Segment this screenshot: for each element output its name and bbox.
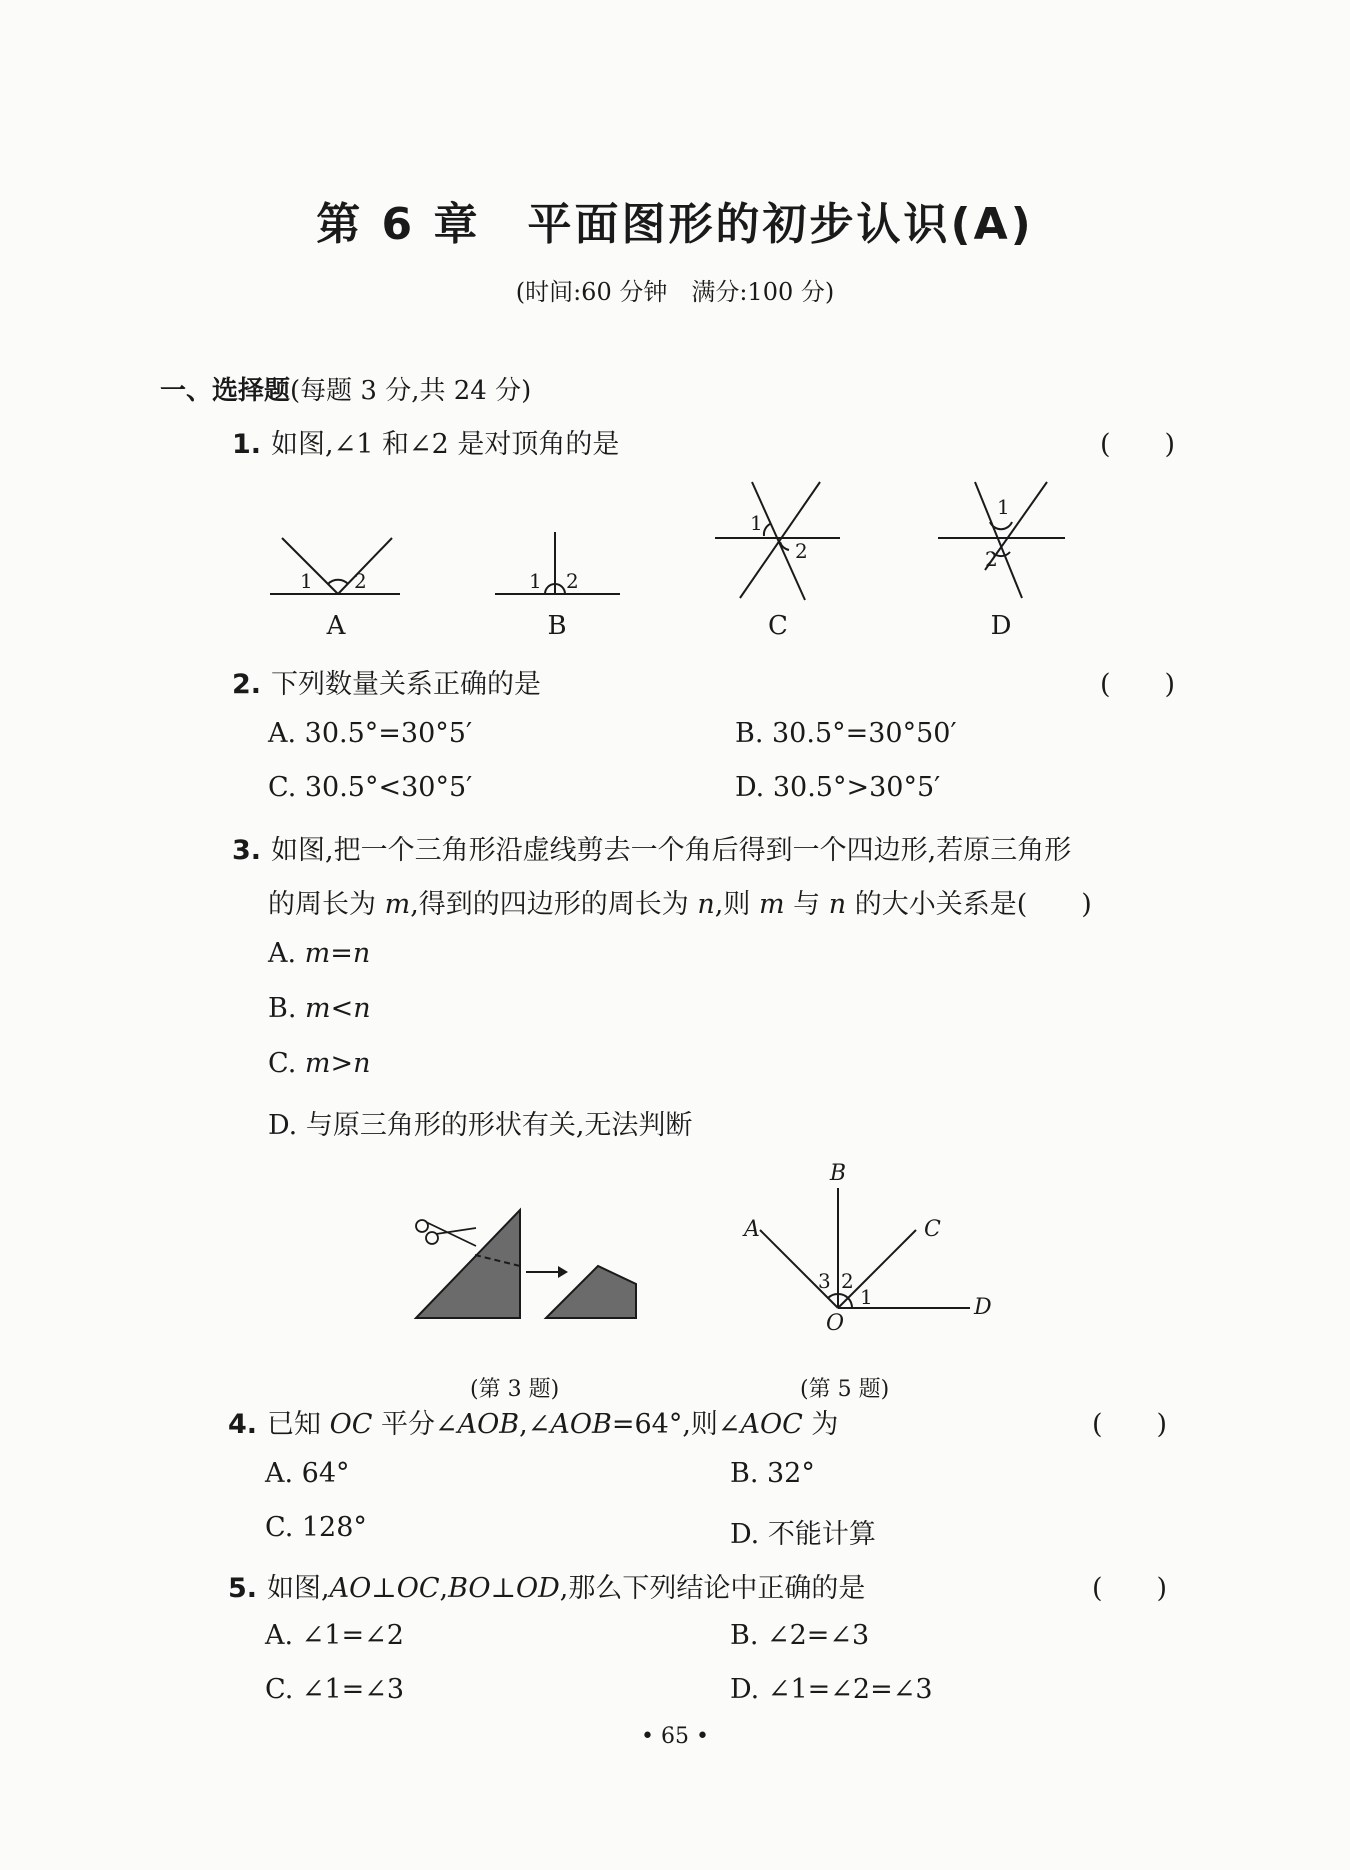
- answer-bracket: ( ): [1092, 1573, 1168, 1604]
- text-segment: ,得到的四边形的周长为: [410, 889, 698, 920]
- q5-option-a: A. ∠1=∠2: [265, 1620, 404, 1651]
- angle-3-arc: [828, 1294, 838, 1298]
- question-number: 5.: [228, 1573, 258, 1604]
- text-segment: 如图,: [267, 1573, 330, 1604]
- fig-d-angle-1: 1: [997, 495, 1010, 519]
- question-2: [232, 662, 541, 701]
- fig-a-angle-arc: [328, 580, 348, 584]
- q2-option-c: C. 30.5°<30°5′: [268, 772, 473, 803]
- figure-q3-caption: (第 3 题): [470, 1377, 560, 1402]
- fig-d-letter: D: [990, 611, 1012, 641]
- question-3-line-2: [268, 882, 1092, 921]
- question-number: 4.: [228, 1409, 258, 1440]
- section-note: (每题 3 分,共 24 分): [290, 376, 532, 406]
- q5-option-d: D. ∠1=∠2=∠3: [730, 1674, 933, 1705]
- fig-d-angle-2: 2: [985, 547, 998, 571]
- text-segment: 为: [802, 1409, 839, 1440]
- q5-option-c: C. ∠1=∠3: [265, 1674, 405, 1705]
- text-segment: =64°,则∠: [611, 1409, 741, 1440]
- question-3: [232, 828, 1071, 867]
- var-m: m: [304, 1048, 331, 1079]
- fig-b-letter: B: [547, 611, 567, 641]
- fig-a-angle-2: 2: [354, 569, 367, 593]
- perp-symbol: ⊥: [371, 1573, 397, 1604]
- angle-3-label: 3: [818, 1269, 831, 1293]
- figure-q5-caption: (第 5 题): [800, 1377, 890, 1402]
- operator: >: [330, 1048, 354, 1079]
- answer-bracket: ( ): [1100, 429, 1176, 460]
- question-number: 2.: [232, 669, 262, 700]
- question-number: 3.: [232, 835, 262, 866]
- fig-a-letter: A: [326, 611, 346, 641]
- answer-bracket: ( ): [1016, 889, 1092, 920]
- var-aoc: AOC: [740, 1409, 803, 1440]
- var-oc: OC: [396, 1573, 440, 1604]
- text-segment: ,那么下列结论中正确的是: [559, 1573, 866, 1604]
- q4-option-c: C. 128°: [265, 1512, 367, 1543]
- point-a-label: A: [744, 1217, 760, 1242]
- q4-option-d: D. 不能计算: [730, 1519, 876, 1550]
- q1-figures: [250, 470, 1110, 650]
- q3-option-d: D. 与原三角形的形状有关,无法判断: [268, 1110, 693, 1141]
- question-number: 1.: [232, 429, 262, 460]
- q4-option-a: A. 64°: [265, 1458, 350, 1489]
- q2-option-d: D. 30.5°>30°5′: [735, 772, 941, 803]
- fig-c-arc-1: [764, 524, 770, 536]
- var-bo: BO: [448, 1573, 491, 1604]
- page-subtitle: (时间:60 分钟 满分:100 分): [515, 278, 835, 306]
- var-m: m: [384, 889, 411, 920]
- answer-bracket: ( ): [1092, 1409, 1168, 1440]
- fig-b-angle-1: 1: [529, 569, 542, 593]
- q2-option-b: B. 30.5°=30°50′: [735, 718, 957, 749]
- fig-b-angle-2: 2: [566, 569, 579, 593]
- fig-c-angle-2: 2: [795, 539, 808, 563]
- var-aob: AOB: [457, 1409, 520, 1440]
- q3-option-b: [268, 993, 371, 1024]
- text-segment: 已知: [267, 1409, 330, 1440]
- answer-bracket: ( ): [1100, 669, 1176, 700]
- option-label: A.: [268, 938, 305, 969]
- text-segment: 与: [784, 889, 829, 920]
- angle-2-label: 2: [841, 1269, 854, 1293]
- question-1: [232, 422, 619, 461]
- text-segment: ,则: [714, 889, 759, 920]
- fig-a-angle-1: 1: [300, 569, 313, 593]
- var-n: n: [353, 1048, 371, 1079]
- text-segment: 的大小关系是: [846, 889, 1017, 920]
- fig-c-line-2: [740, 482, 820, 598]
- fig-c-angle-1: 1: [750, 511, 763, 535]
- q3-option-c: [268, 1048, 371, 1079]
- text-segment: ,: [439, 1573, 449, 1604]
- original-triangle: [416, 1210, 520, 1318]
- text-segment: ,∠: [519, 1409, 551, 1440]
- q4-option-b: B. 32°: [730, 1458, 815, 1489]
- question-5: [228, 1566, 865, 1605]
- perp-symbol: ⊥: [490, 1573, 516, 1604]
- var-n: n: [697, 889, 715, 920]
- var-m: m: [305, 993, 331, 1024]
- option-label: C.: [268, 1048, 305, 1079]
- q5-option-b: B. ∠2=∠3: [730, 1620, 870, 1651]
- text-segment: 的周长为: [268, 889, 385, 920]
- angle-2-arc: [838, 1294, 848, 1298]
- point-b-label: B: [829, 1161, 847, 1186]
- operator: =: [330, 938, 353, 969]
- page-number: • 65 •: [641, 1724, 709, 1749]
- var-n: n: [353, 993, 371, 1024]
- question-text: 如图,∠1 和∠2 是对顶角的是: [271, 429, 620, 460]
- angle-1-arc: [848, 1298, 852, 1308]
- var-ao: AO: [329, 1573, 372, 1604]
- fig-c-letter: C: [768, 611, 788, 641]
- q2-option-a: A. 30.5°=30°5′: [268, 718, 473, 749]
- scissors-icon: [416, 1220, 476, 1246]
- question-text: 下列数量关系正确的是: [271, 669, 542, 700]
- point-o-label: O: [826, 1311, 845, 1336]
- arrow-head: [558, 1266, 568, 1278]
- section-header: [160, 370, 531, 407]
- option-label: B.: [268, 993, 306, 1024]
- point-c-label: C: [924, 1217, 941, 1242]
- var-n: n: [828, 889, 847, 920]
- var-m: m: [304, 938, 331, 969]
- var-oc: OC: [329, 1409, 373, 1440]
- page-title: 第 6 章 平面图形的初步认识(A): [316, 199, 1034, 250]
- figure-q5: [730, 1158, 1000, 1358]
- operator: <: [330, 993, 354, 1024]
- question-4: [228, 1402, 838, 1441]
- angle-1-label: 1: [860, 1285, 873, 1309]
- section-label: 一、选择题: [160, 376, 291, 406]
- question-text-line-1: 如图,把一个三角形沿虚线剪去一个角后得到一个四边形,若原三角形: [271, 835, 1072, 866]
- var-aob: AOB: [550, 1409, 612, 1440]
- var-n: n: [352, 938, 371, 969]
- var-m: m: [758, 889, 785, 920]
- text-segment: 平分∠: [372, 1409, 458, 1440]
- var-od: OD: [515, 1573, 560, 1604]
- figure-q3: [410, 1200, 660, 1370]
- q3-option-a: [268, 938, 370, 969]
- point-d-label: D: [974, 1295, 992, 1320]
